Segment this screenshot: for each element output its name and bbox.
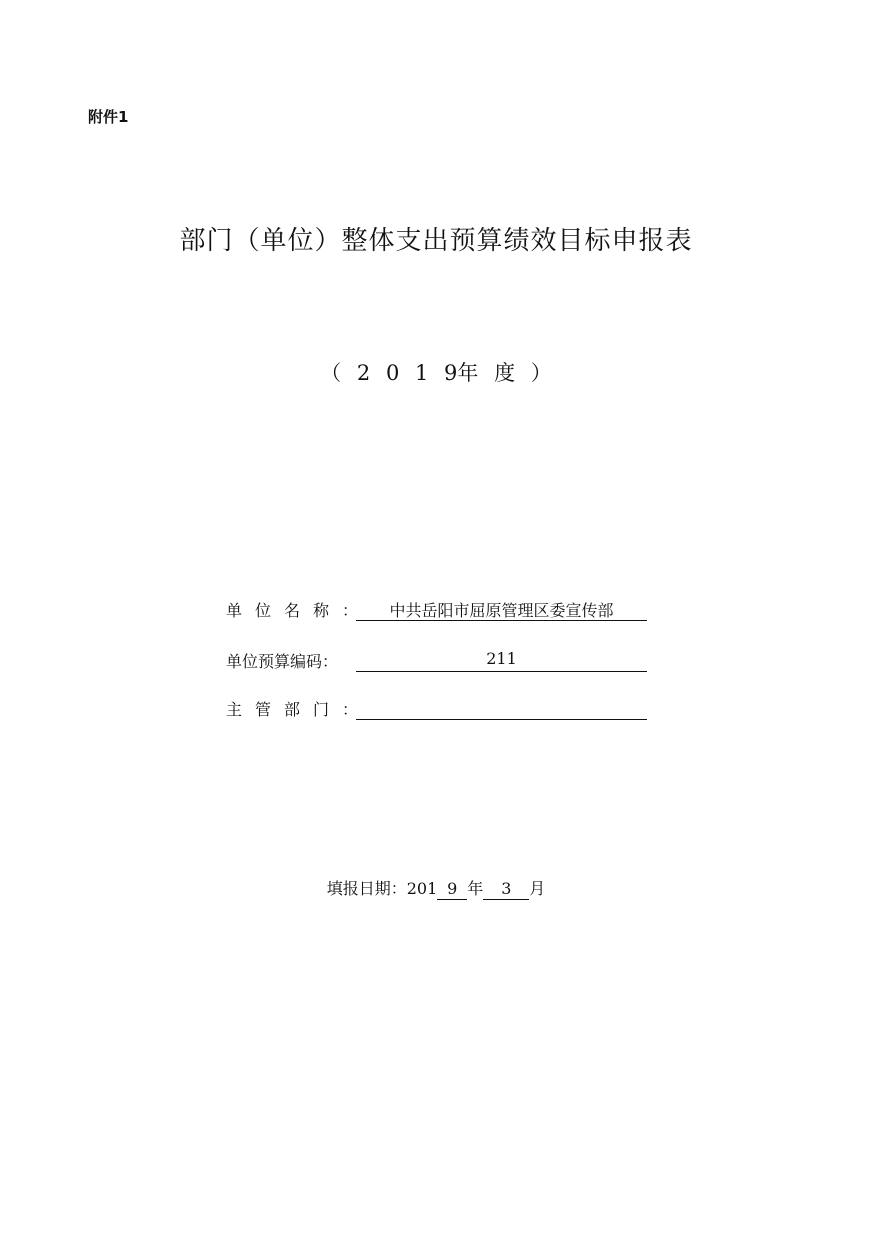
fill-date-label: 填报日期： bbox=[326, 879, 407, 898]
fill-date-year-unit: 年 bbox=[467, 879, 484, 898]
supervisor-value bbox=[356, 697, 647, 720]
fill-date-line bbox=[0, 876, 872, 900]
budget-code-label: 单位预算编码： bbox=[226, 652, 339, 671]
supervisor-label: 主管部门： bbox=[226, 700, 372, 719]
unit-name-value: 中共岳阳市屈原管理区委宣传部 bbox=[356, 598, 647, 621]
fill-date-month: 3 bbox=[483, 879, 529, 900]
form-title: 部门（单位）整体支出预算绩效目标申报表 bbox=[179, 226, 693, 256]
budget-code-value: 211 bbox=[356, 649, 647, 672]
fiscal-year: （ 2 0 1 9年 度 ） bbox=[320, 361, 552, 385]
fill-date-year-prefix: 201 bbox=[406, 879, 438, 898]
annex-label: 附件1 bbox=[88, 108, 129, 126]
fill-date-year-digit: 9 bbox=[437, 879, 467, 900]
fill-date-month-unit: 月 bbox=[529, 879, 546, 898]
unit-name-label: 单位名称： bbox=[226, 601, 372, 620]
